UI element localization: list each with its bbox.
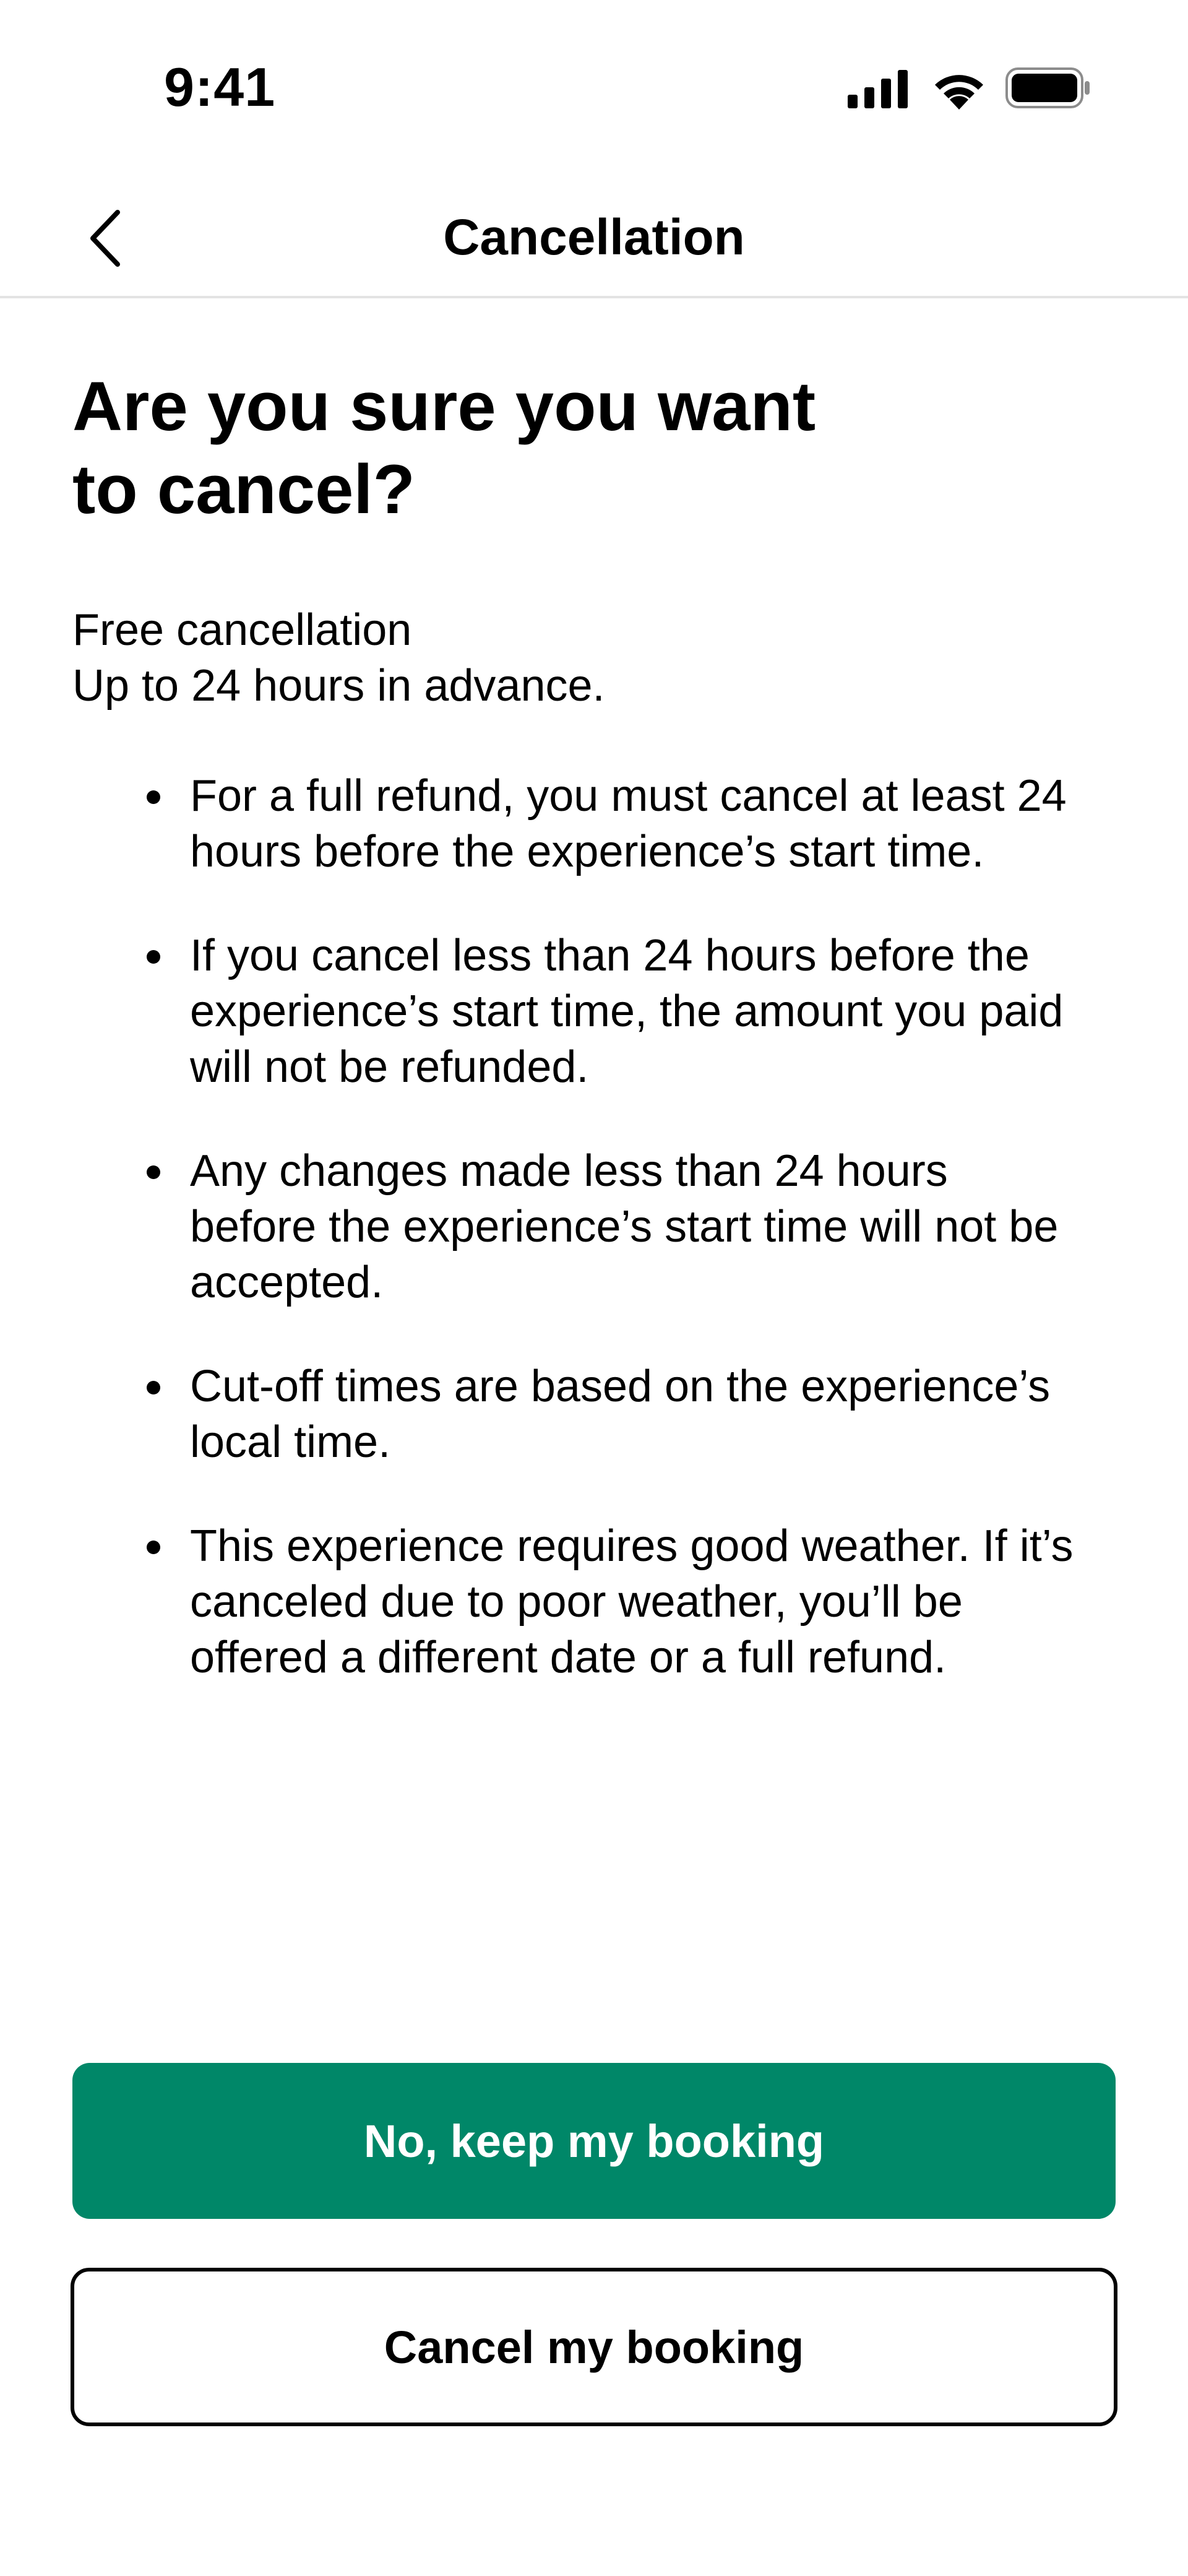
policy-intro bbox=[72, 602, 1124, 714]
bullet-dot bbox=[147, 790, 160, 804]
confirm-heading: Are you sure you want to cancel? bbox=[72, 368, 816, 528]
policy-list-item bbox=[72, 1143, 1075, 1310]
status-time: 9:41 bbox=[164, 56, 276, 118]
bullet-dot bbox=[147, 1381, 160, 1394]
policy-title: Free cancellation bbox=[72, 605, 412, 655]
bullet-dot bbox=[147, 1541, 160, 1554]
bullet-dot bbox=[147, 950, 160, 964]
nav-bar bbox=[0, 179, 1188, 298]
status-bar bbox=[0, 0, 1188, 179]
policy-text: For a full refund, you must cancel at least 24 hours before the experience’s start time. bbox=[190, 771, 1067, 876]
policy-list-item bbox=[72, 1518, 1075, 1685]
policy-list-item bbox=[72, 1359, 1075, 1470]
policy-list bbox=[72, 768, 1124, 1685]
cellular-signal-icon bbox=[848, 70, 910, 108]
policy-text: Cut-off times are based on the experience’s local time. bbox=[190, 1362, 1051, 1467]
policy-text: Any changes made less than 24 hours before the experience’s start time will not be accepted. bbox=[190, 1146, 1059, 1307]
policy-subtitle: Up to 24 hours in advance. bbox=[72, 661, 605, 711]
policy-list-item bbox=[72, 768, 1075, 880]
keep-booking-button[interactable]: No, keep my booking bbox=[72, 2063, 1116, 2219]
policy-text: If you cancel less than 24 hours before the experience’s start time, the amount you paid will not be refunded. bbox=[190, 931, 1064, 1092]
cancellation-content bbox=[72, 365, 1124, 1734]
status-icons bbox=[848, 65, 1095, 111]
cancel-booking-button[interactable]: Cancel my booking bbox=[71, 2268, 1117, 2426]
battery-icon bbox=[1005, 67, 1092, 108]
wifi-icon bbox=[931, 69, 987, 110]
policy-text: This experience requires good weather. If it’s canceled due to poor weather, you’ll be offered a different date or a full refund. bbox=[190, 1521, 1074, 1682]
policy-list-item bbox=[72, 928, 1075, 1095]
page-title: Cancellation bbox=[443, 209, 745, 266]
bullet-dot bbox=[147, 1165, 160, 1179]
